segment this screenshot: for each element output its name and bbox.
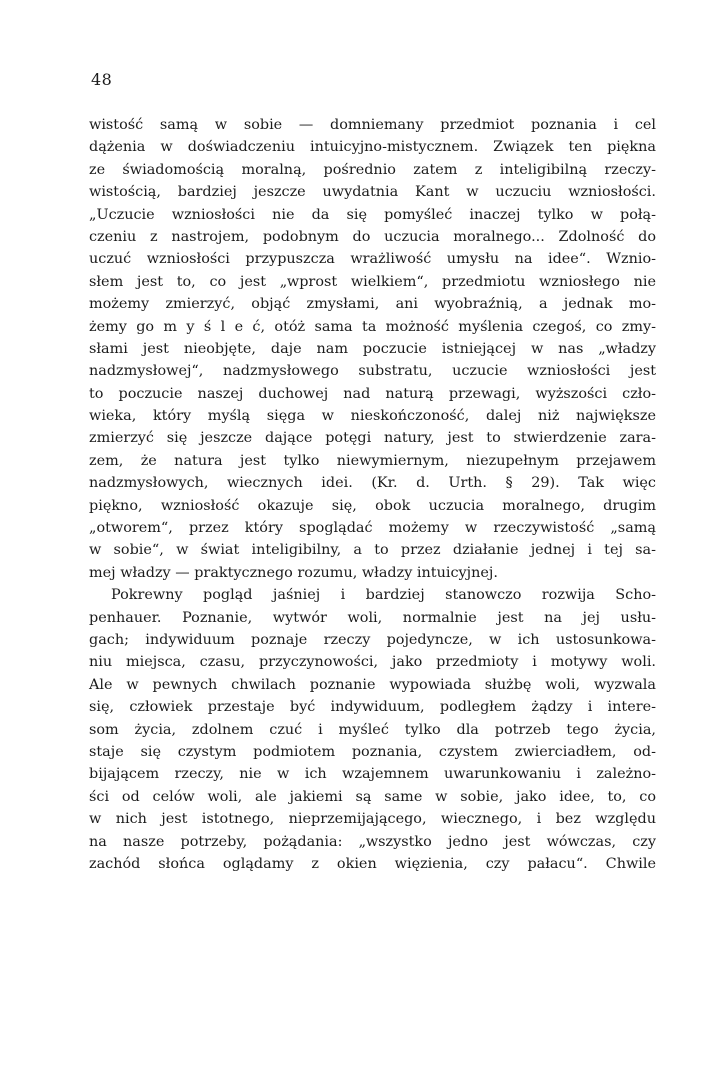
text-line: piękno, wzniosłość okazuje się, obok uczucia moralnego, drugim <box>89 497 656 514</box>
text-line: zem, że natura jest tylko niewymiernym, niezupełnym przejawem <box>89 452 656 469</box>
text-line: ze świadomością moralną, pośrednio zatem z inteligibilną rzeczy- <box>89 161 656 178</box>
text-line: staje się czystym podmiotem poznania, czystem zwierciadłem, od- <box>89 743 656 760</box>
text-line: mej władzy — praktycznego rozumu, władzy intuicyjnej. <box>89 564 498 581</box>
text-line: słem jest to, co jest „wprost wielkiem“, przedmiotu wzniosłego nie <box>89 273 656 290</box>
text-line: nadzmysłowej“, nadzmysłowego substratu, uczucie wzniosłości jest <box>89 363 656 380</box>
text-line: słami jest nieobjęte, daje nam poczucie istniejącej w nas „władzy <box>89 340 656 357</box>
text-line: wistość samą w sobie — domniemany przedmiot poznania i cel <box>89 117 656 133</box>
text-line: na nasze potrzeby, pożądania: „wszystko jedno jest wówczas, czy <box>89 833 656 850</box>
body-text <box>89 114 656 875</box>
text-line: penhauer. Poznanie, wytwór woli, normalnie jest na jej usłu- <box>89 609 656 626</box>
text-line: som życia, zdolnem czuć i myśleć tylko dla potrzeb tego życia, <box>89 721 656 738</box>
text-line: Ale w pewnych chwilach poznanie wypowiada służbę woli, wyzwala <box>89 676 656 693</box>
text-line: wistością, bardziej jeszcze uwydatnia Kant w uczuciu wzniosłości. <box>89 184 656 201</box>
text-line: zachód słońca oglądamy z okien więzienia, czy pałacu“. Chwile <box>89 855 656 872</box>
text-line: wieka, który myślą sięga w nieskończoność, dalej niż największe <box>89 408 656 425</box>
text-line: się, człowiek przestaje być indywiduum, podległem żądzy i intere- <box>89 699 656 716</box>
text-line: niu miejsca, czasu, przyczynowości, jako przedmioty i motywy woli. <box>89 654 656 671</box>
text-line: czeniu z nastrojem, podobnym do uczucia moralnego... Zdolność do <box>89 228 656 245</box>
text-line: „Uczucie wzniosłości nie da się pomyśleć inaczej tylko w połą- <box>89 206 656 223</box>
text-line: żemy go m y ś l e ć, otóż sama ta możność myślenia czegoś, co zmy- <box>89 318 656 335</box>
text-line: „otworem“, przez który spoglądać możemy w rzeczywistość „samą <box>89 520 656 537</box>
text-line: bijającem rzeczy, nie w ich wzajemnem uwarunkowaniu i zależno- <box>89 766 656 783</box>
text-line: gach; indywiduum poznaje rzeczy pojedyncze, w ich ustosunkowa- <box>89 631 656 648</box>
text-line: uczuć wzniosłości przypuszcza wrażliwość umysłu na idee“. Wznio- <box>89 251 656 268</box>
text-line: zmierzyć się jeszcze dające potęgi natury, jest to stwierdzenie zara- <box>89 430 656 447</box>
text-line: to poczucie naszej duchowej nad naturą przewagi, wyższości czło- <box>89 385 656 402</box>
text-line: ści od celów woli, ale jakiemi są same w sobie, jako idee, to, co <box>89 788 656 805</box>
text-line: w sobie“, w świat inteligibilny, a to przez działanie jednej i tej sa- <box>89 542 656 559</box>
page-number: 48 <box>91 70 113 89</box>
text-line: w nich jest istotnego, nieprzemijającego, wiecznego, i bez względu <box>89 811 656 828</box>
text-line: nadzmysłowych, wiecznych idei. (Kr. d. Urth. § 29). Tak więc <box>89 475 656 492</box>
text-line: Pokrewny pogląd jaśniej i bardziej stanowczo rozwija Scho- <box>111 587 656 604</box>
text-line: dążenia w doświadczeniu intuicyjno-mistycznem. Związek ten piękna <box>89 139 656 156</box>
text-line: możemy zmierzyć, objąć zmysłami, ani wyobraźnią, a jednak mo- <box>89 296 656 313</box>
